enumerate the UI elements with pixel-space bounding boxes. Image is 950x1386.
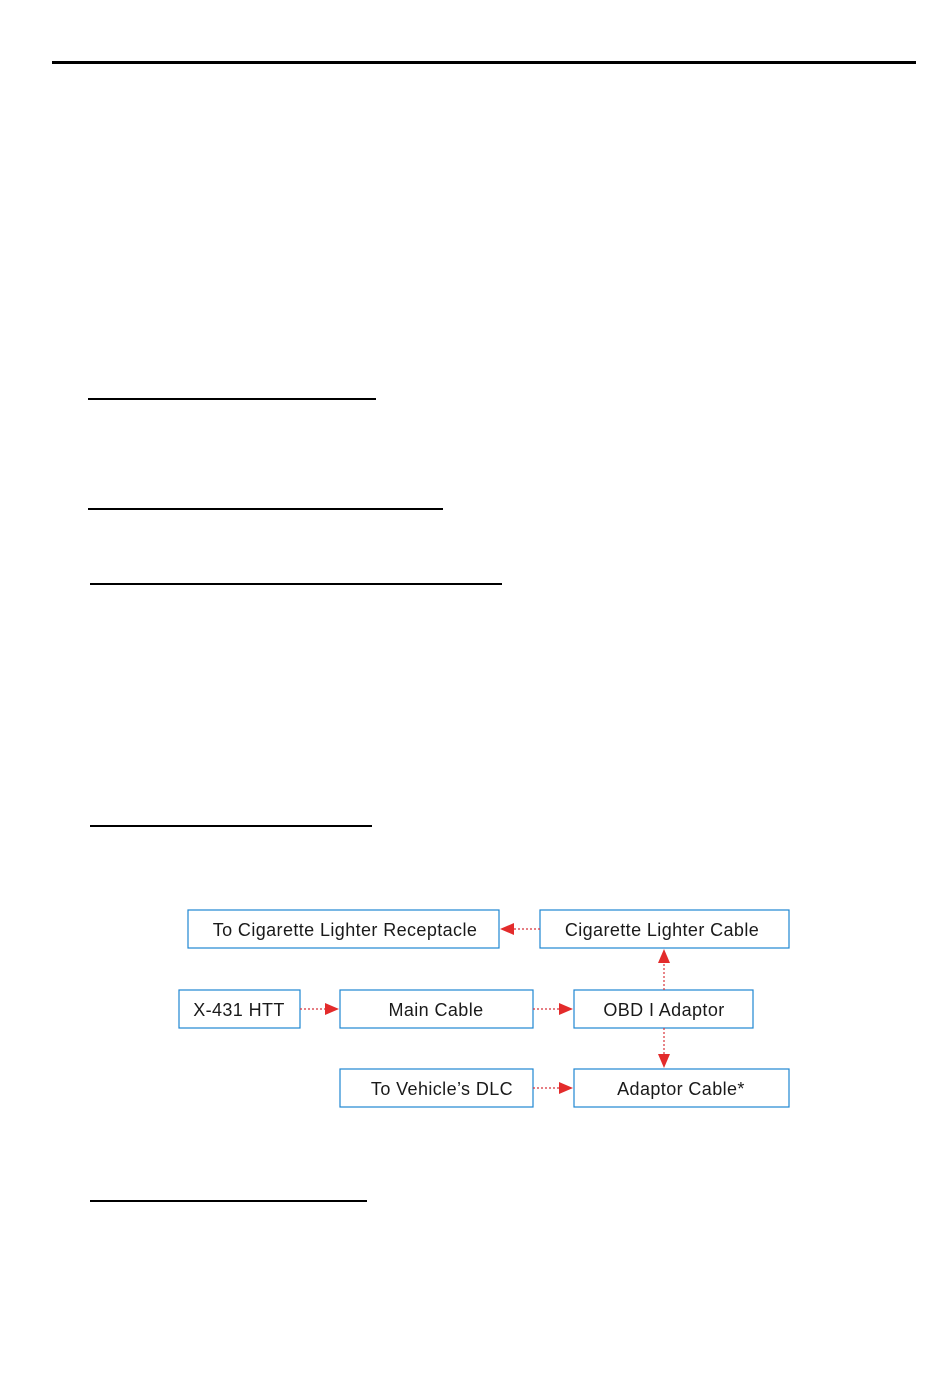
node-cigarette-lighter-receptacle [188, 910, 499, 948]
node-vehicle-dlc [340, 1069, 533, 1107]
node-x431-htt [179, 990, 300, 1028]
node-label: X-431 HTT [193, 1000, 285, 1020]
node-obd-adaptor [574, 990, 753, 1028]
node-label: Main Cable [388, 1000, 484, 1020]
node-main-cable [340, 990, 533, 1028]
node-cigarette-lighter-cable [540, 910, 789, 948]
node-label: To Cigarette Lighter Receptacle [212, 920, 478, 940]
node-label: Cigarette Lighter Cable [564, 920, 760, 940]
arrow-x431-to-main-cable [300, 1003, 339, 1015]
arrow-adaptor-to-lighter-cable [658, 949, 670, 990]
arrow-cable-to-receptacle [500, 923, 540, 935]
node-label: Adaptor Cable* [617, 1079, 745, 1099]
arrow-dlc-to-adaptor-cable [533, 1082, 573, 1094]
node-label: OBD I Adaptor [603, 1000, 725, 1020]
arrow-main-cable-to-adaptor [533, 1003, 573, 1015]
arrow-adaptor-to-adaptor-cable [658, 1028, 670, 1068]
node-label: To Vehicle’s DLC [370, 1079, 514, 1099]
node-adaptor-cable [574, 1069, 789, 1107]
